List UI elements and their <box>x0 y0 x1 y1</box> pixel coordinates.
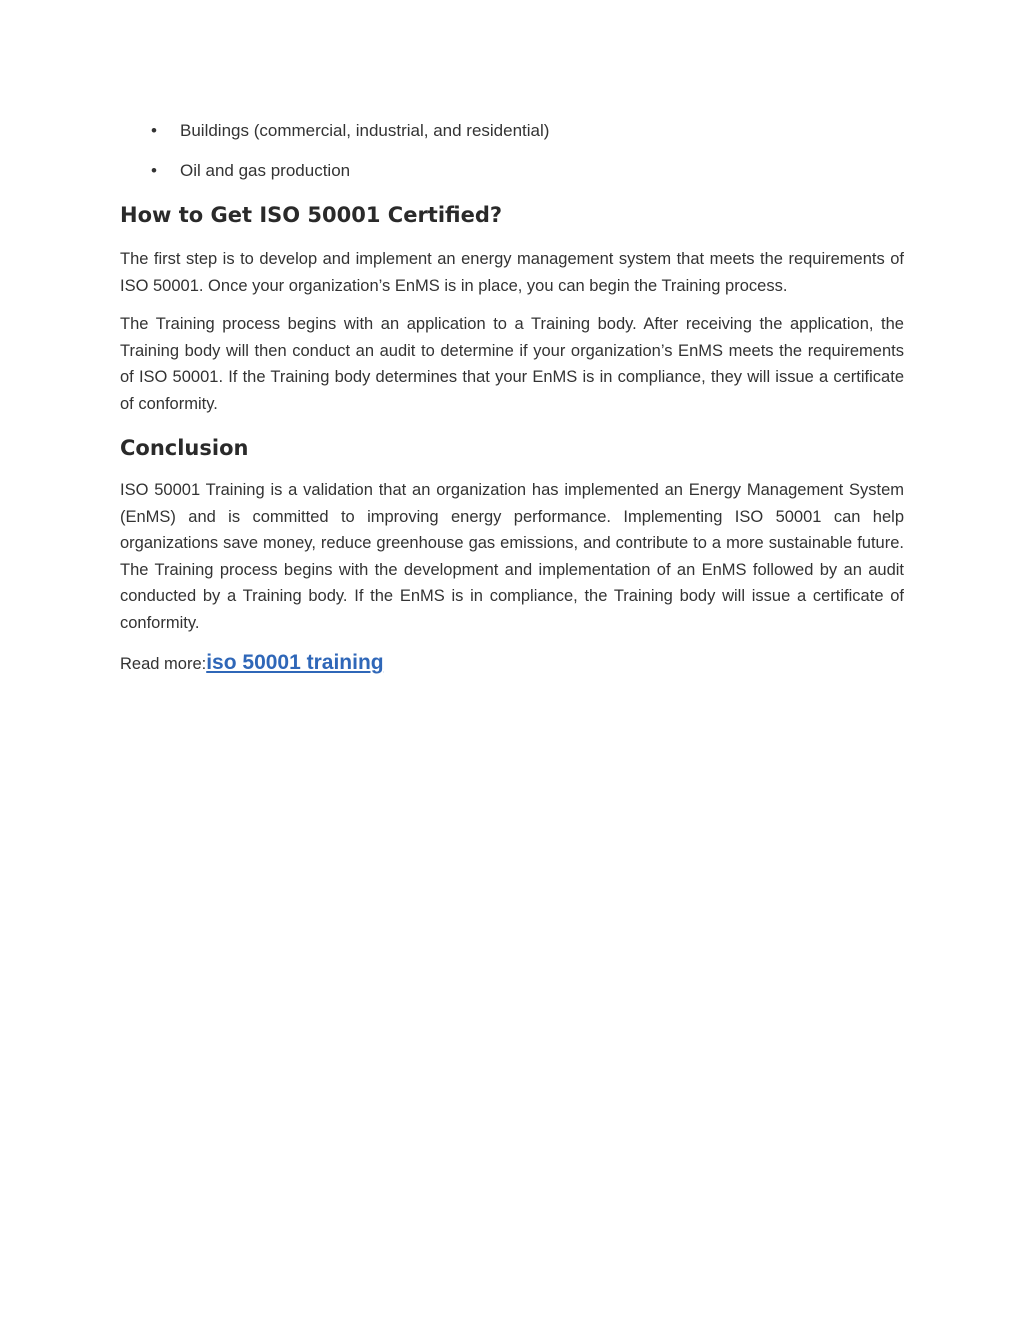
document-content <box>120 118 904 677</box>
bullet-icon: • <box>151 121 157 140</box>
list-item-text: Oil and gas production <box>180 161 351 180</box>
list-item <box>120 158 904 184</box>
bullet-list <box>120 118 904 184</box>
bullet-icon: • <box>151 161 157 180</box>
conclusion-heading: Conclusion <box>120 436 249 460</box>
certified-paragraph-1: The first step is to develop and implement an energy management system that meets the requirements of ISO 50001. Once your organization’s EnMS is in place, you can begin the Training process. <box>120 250 904 295</box>
read-more-line <box>120 650 904 677</box>
read-more-label: Read more: <box>120 655 207 673</box>
certified-paragraph-2: The Training process begins with an application to a Training body. After receiving the application, the Training body will then conduct an audit to determine if your organization’s EnMS meets the requirements of ISO 50001. If the Training body determines that your EnMS is in compliance, they will issue a certificate of conformity. <box>120 315 904 413</box>
list-item-text: Buildings (commercial, industrial, and residential) <box>180 121 550 140</box>
certified-heading: How to Get ISO 50001 Certified? <box>120 203 503 227</box>
iso-training-link[interactable]: iso 50001 training <box>206 651 384 674</box>
list-item <box>120 118 904 144</box>
conclusion-paragraph: ISO 50001 Training is a validation that an organization has implemented an Energy Management System (EnMS) and is committed to improving energy performance. Implementing ISO 50001 can help organizations save money, reduce greenhouse gas emissions, and contribute to a more sustainable future. The Training process begins with the development and implementation of an EnMS followed by an audit conducted by a Training body. If the EnMS is in compliance, the Training body will issue a certificate of conformity. <box>120 481 904 632</box>
